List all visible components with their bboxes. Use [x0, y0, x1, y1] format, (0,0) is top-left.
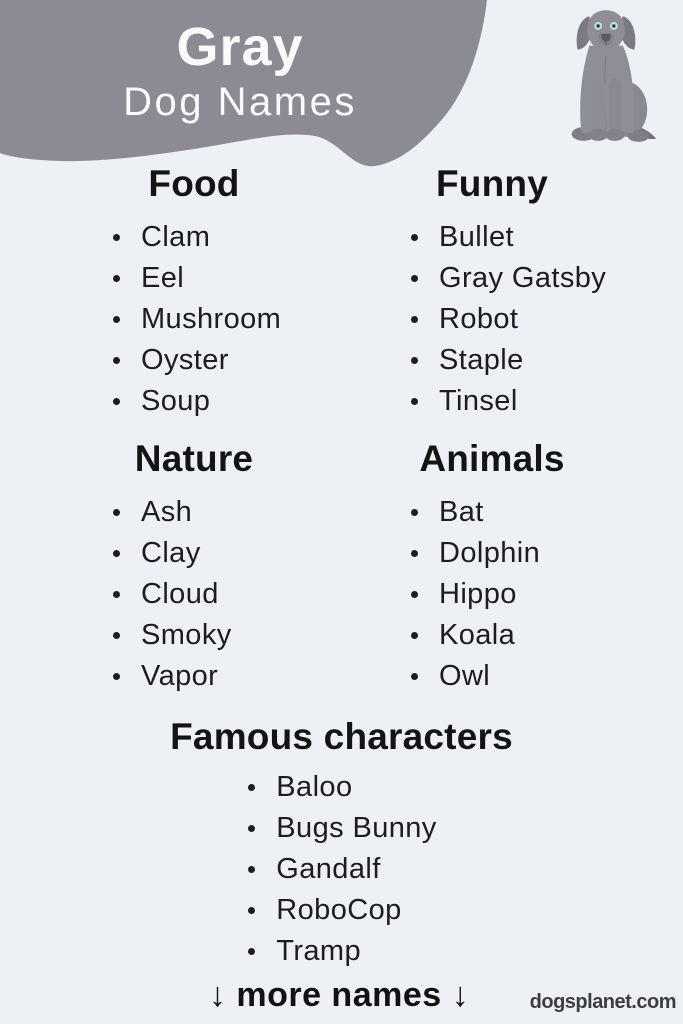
dog-body	[580, 46, 634, 133]
list-item: Hippo	[409, 574, 602, 615]
section-funny	[382, 163, 607, 421]
section-food	[84, 163, 304, 421]
list-item: RoboCop	[246, 890, 436, 931]
dog-pupil	[612, 24, 615, 27]
list-item: Bullet	[409, 217, 602, 258]
section-title-animals: Animals	[419, 438, 565, 479]
list-item: Gandalf	[246, 849, 436, 890]
list-item: Baloo	[246, 767, 436, 808]
list-item: Bugs Bunny	[246, 808, 436, 849]
list-item: Vapor	[111, 656, 304, 697]
section-nature	[84, 438, 304, 696]
dog-front-paw	[605, 129, 625, 141]
page-subtitle: Dog Names	[123, 80, 357, 125]
list-item: Gray Gatsby	[409, 258, 602, 299]
header-title	[100, 16, 380, 124]
section-animals	[382, 438, 602, 696]
list-item: Owl	[409, 656, 602, 697]
list-item: Clay	[111, 533, 304, 574]
gray-dog-illustration	[552, 7, 660, 147]
list-item: Cloud	[111, 574, 304, 615]
list-item: Staple	[409, 340, 602, 381]
list-item: Tinsel	[409, 381, 602, 422]
name-list-famous-characters	[246, 767, 436, 971]
list-item: Smoky	[111, 615, 304, 656]
list-item: Soup	[111, 381, 304, 422]
section-title-nature: Nature	[134, 438, 254, 479]
name-list-food	[111, 217, 304, 421]
dog-pupil	[596, 24, 599, 27]
list-item: Ash	[111, 492, 304, 533]
section-title-famous-characters: Famous characters	[170, 716, 513, 757]
section-famous-characters	[0, 716, 683, 971]
dog-front-leg	[592, 79, 605, 133]
list-item: Koala	[409, 615, 602, 656]
name-list-funny	[409, 217, 607, 421]
site-name: dogsplanet.com	[529, 991, 676, 1013]
name-list-animals	[409, 492, 602, 696]
list-item: Dolphin	[409, 533, 602, 574]
list-item: Robot	[409, 299, 602, 340]
list-item: Eel	[111, 258, 304, 299]
list-item: Bat	[409, 492, 602, 533]
dog-front-leg	[609, 79, 622, 133]
name-list-nature	[111, 492, 304, 696]
page-title: Gray	[176, 17, 304, 77]
section-title-food: Food	[148, 163, 240, 204]
list-item: Tramp	[246, 931, 436, 972]
more-names-label: ↓ more names ↓	[208, 976, 470, 1014]
list-item: Mushroom	[111, 299, 304, 340]
list-item: Oyster	[111, 340, 304, 381]
section-title-funny: Funny	[436, 163, 548, 204]
list-item: Clam	[111, 217, 304, 258]
